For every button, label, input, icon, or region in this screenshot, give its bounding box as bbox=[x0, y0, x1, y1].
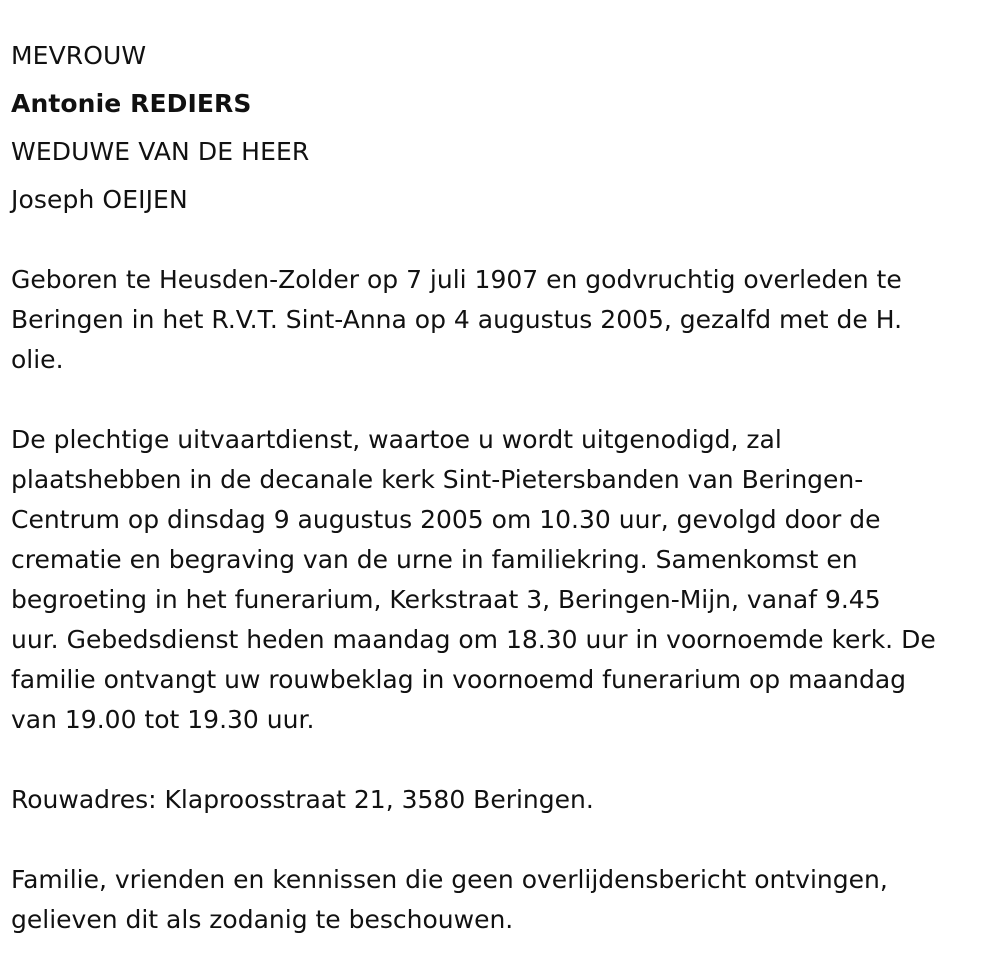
relation-label: WEDUWE VAN DE HEER bbox=[11, 137, 310, 166]
paragraph-line: Centrum op dinsdag 9 augustus 2005 om 10.30 uur, gevolgd door de bbox=[11, 505, 881, 534]
paragraph-line: gelieven dit als zodanig te beschouwen. bbox=[11, 905, 514, 934]
paragraph-line: Geboren te Heusden-Zolder op 7 juli 1907 en godvruchtig overleden te bbox=[11, 265, 902, 294]
paragraph-line: plaatshebben in de decanale kerk Sint-Pietersbanden van Beringen- bbox=[11, 465, 864, 494]
closing-paragraph bbox=[11, 860, 986, 940]
honorific-title: MEVROUW bbox=[11, 41, 147, 70]
paragraph-line: Familie, vrienden en kennissen die geen overlijdensbericht ontvingen, bbox=[11, 865, 888, 894]
paragraph-line: familie ontvangt uw rouwbeklag in voornoemd funerarium op maandag bbox=[11, 665, 907, 694]
birth-death-paragraph bbox=[11, 260, 986, 380]
address-line: Rouwadres: Klaproosstraat 21, 3580 Beringen. bbox=[11, 785, 594, 814]
paragraph-line: Beringen in het R.V.T. Sint-Anna op 4 augustus 2005, gezalfd met de H. bbox=[11, 305, 903, 334]
spouse-name: Joseph OEIJEN bbox=[11, 185, 188, 214]
deceased-name: Antonie REDIERS bbox=[11, 89, 252, 118]
paragraph-line: van 19.00 tot 19.30 uur. bbox=[11, 705, 315, 734]
funeral-paragraph bbox=[11, 420, 986, 740]
paragraph-line: De plechtige uitvaartdienst, waartoe u wordt uitgenodigd, zal bbox=[11, 425, 782, 454]
paragraph-line: crematie en begraving van de urne in familiekring. Samenkomst en bbox=[11, 545, 858, 574]
paragraph-line: olie. bbox=[11, 345, 64, 374]
mourning-address bbox=[11, 780, 986, 820]
paragraph-line: uur. Gebedsdienst heden maandag om 18.30 uur in voornoemde kerk. De bbox=[11, 625, 936, 654]
paragraph-line: begroeting in het funerarium, Kerkstraat 3, Beringen-Mijn, vanaf 9.45 bbox=[11, 585, 881, 614]
